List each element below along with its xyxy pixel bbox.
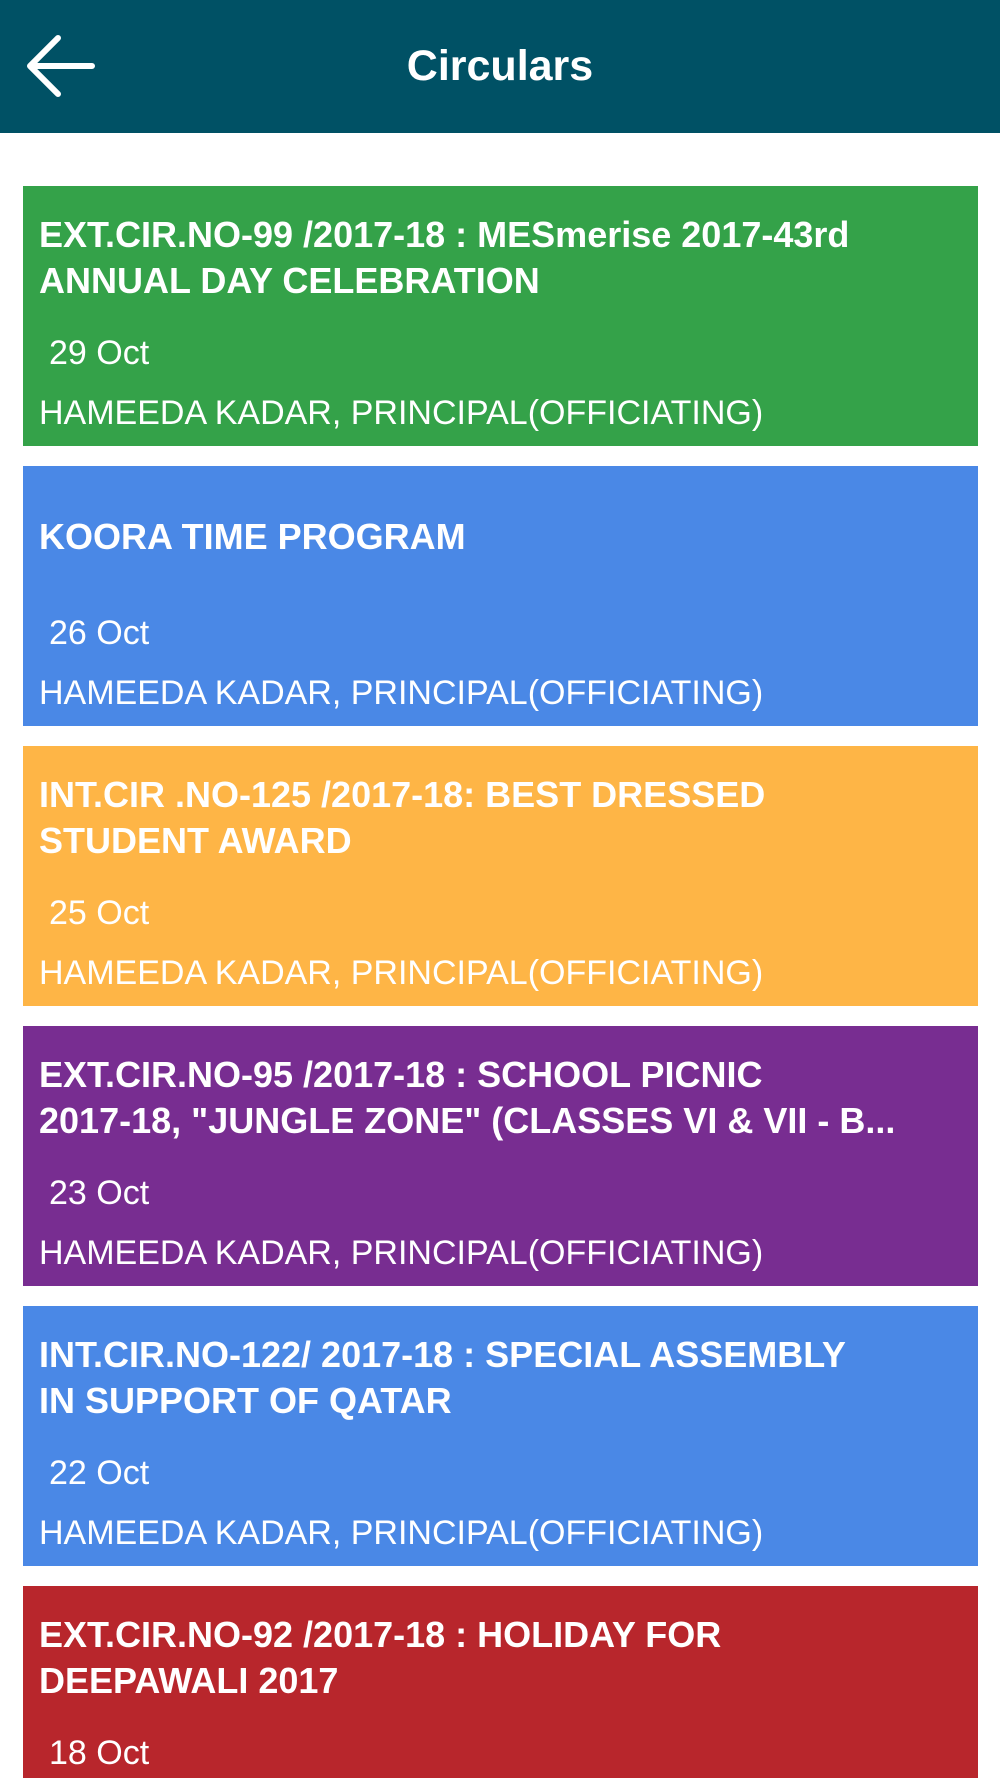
- circular-date: 23 Oct: [49, 1174, 150, 1212]
- circular-date: 18 Oct: [49, 1734, 150, 1772]
- circular-title-line2: ANNUAL DAY CELEBRATION: [39, 260, 540, 301]
- circular-card[interactable]: [23, 1586, 978, 1778]
- circular-author: HAMEEDA KADAR, PRINCIPAL(OFFICIATING): [39, 674, 764, 712]
- circular-date: 26 Oct: [49, 614, 150, 652]
- circular-card[interactable]: [23, 186, 978, 446]
- circular-title-line1: EXT.CIR.NO-95 /2017-18 : SCHOOL PICNIC: [39, 1054, 763, 1095]
- circular-title-line2: STUDENT AWARD: [39, 820, 352, 861]
- circular-title-line1: INT.CIR.NO-122/ 2017-18 : SPECIAL ASSEMBLY: [39, 1334, 846, 1375]
- arrow-left-icon: [22, 28, 98, 104]
- circular-title-line2: 2017-18, "JUNGLE ZONE" (CLASSES VI & VII - B...: [39, 1100, 896, 1141]
- circular-title: [39, 1332, 979, 1424]
- circular-author: HAMEEDA KADAR, PRINCIPAL(OFFICIATING): [39, 1234, 764, 1272]
- circular-author: HAMEEDA KADAR, PRINCIPAL(OFFICIATING): [39, 1514, 764, 1552]
- circular-title-line1: EXT.CIR.NO-92 /2017-18 : HOLIDAY FOR: [39, 1614, 722, 1655]
- circular-title-line2: IN SUPPORT OF QATAR: [39, 1380, 452, 1421]
- circular-card[interactable]: [23, 1026, 978, 1286]
- circular-title: [39, 1052, 979, 1144]
- app-header: [0, 0, 1000, 133]
- circular-date: 25 Oct: [49, 894, 150, 932]
- circular-card[interactable]: [23, 746, 978, 1006]
- circular-title: [39, 772, 979, 864]
- circular-card[interactable]: [23, 1306, 978, 1566]
- circular-title: [39, 514, 979, 560]
- page-title: Circulars: [406, 42, 594, 90]
- back-button[interactable]: [22, 28, 98, 104]
- circular-card[interactable]: [23, 466, 978, 726]
- circular-title: [39, 212, 979, 304]
- circulars-list: [23, 186, 978, 1778]
- circular-author: HAMEEDA KADAR, PRINCIPAL(OFFICIATING): [39, 954, 764, 992]
- circular-title-line1: EXT.CIR.NO-99 /2017-18 : MESmerise 2017-43rd: [39, 214, 850, 255]
- circular-title-line1: KOORA TIME PROGRAM: [39, 516, 466, 557]
- circular-author: HAMEEDA KADAR, PRINCIPAL(OFFICIATING): [39, 394, 764, 432]
- circular-title-line2: DEEPAWALI 2017: [39, 1660, 339, 1701]
- circular-title-line1: INT.CIR .NO-125 /2017-18: BEST DRESSED: [39, 774, 766, 815]
- circular-date: 29 Oct: [49, 334, 150, 372]
- circular-date: 22 Oct: [49, 1454, 150, 1492]
- circular-title: [39, 1612, 979, 1704]
